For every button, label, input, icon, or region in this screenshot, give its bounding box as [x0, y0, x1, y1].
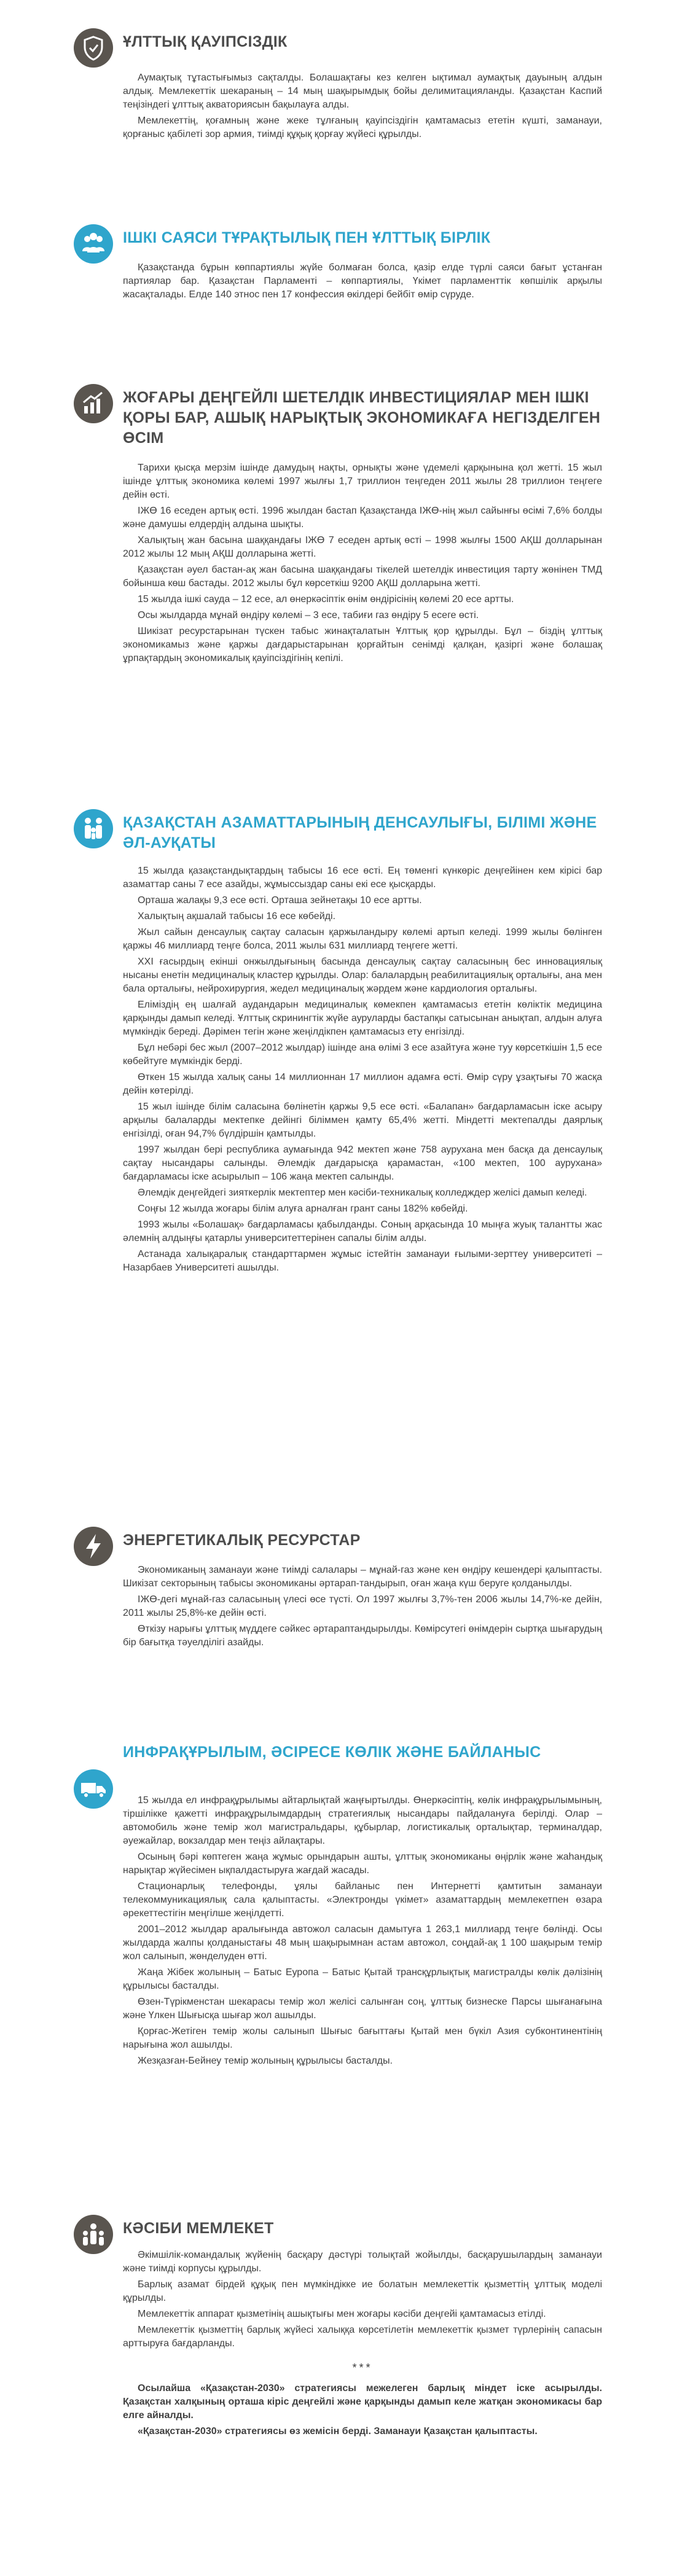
paragraph: 15 жылда ішкі сауда – 12 есе, ал өнеркәсіптік өнім өндірісінің көлемі 20 есе артты.: [138, 594, 514, 605]
paragraph: Жезқазған-Бейнеу темір жолының құрылысы басталды.: [138, 2056, 393, 2066]
paragraph: 15 жыл ішінде білім саласына бөлінетін қаржы 9,5 есе өсті. «Балапан» бағдарламасын іске асыру арқылы балаларды мектепке дейінгі біліммен қамту 65,4% жетті. Міндетті мектепалды даярлық енгізілді, оған 94,7% бүлдіршін қамтылды.: [123, 1102, 602, 1139]
paragraph: Еліміздің ең шалғай аудандарын медициналық көмекпен қамтамасыз ететін көліктік медицина қарқынды дамып келеді. Ұлттық скринингтік жүйе ауруларды бастапқы сатысынан анықтап, алдын алуға мүмкіндік береді. Дәрімен тегін және жеңілдікпен қамтамасыз ету енгізілді.: [123, 1000, 602, 1037]
paragraph: Қазақстанда бұрын көппартиялы жүйе болмаған болса, қазір елде түрлі саяси бағыт ұстанған партиялар бар. Қазақстан Парламенті – көппартиялы, Үкімет парламенттік көпшілік арқылы жасақталады. Елде 140 этнос пен 17 конфессия өкілдері бейбіт өмір сүруде.: [123, 262, 602, 300]
paragraph: Шикізат ресурстарынан түскен табыс жинақталатын Ұлттық қор құрылды. Бұл – біздің ұлттық экономикамыз және қаржы дағдарыстарынан қорғайтын сенімді қалқан, қазіргі және болашақ ұрпақтардың экономикалық қауіпсіздігінің кепілі.: [123, 626, 602, 664]
section-energy-resources: [0, 1527, 682, 1648]
separator: ***: [352, 2362, 373, 2374]
paragraph: Стационарлық телефонды, ұялы байланыс пен Интернетті қамтитын заманауи телекоммуникациялық сала қалыптасты. «Электронды үкімет» азаматтардың мемлекетпен өзара әрекеттестігін меңгілше жеңілдетті.: [123, 1881, 602, 1919]
paragraph: Қорғас-Жетіген темір жолы салынып Шығыс бағыттағы Қытай мен бүкіл Азия субконтинентінің нарығына жол ашылды.: [123, 2026, 602, 2050]
paragraph: 2001–2012 жылдар аралығында автожол саласын дамытуға 1 263,1 миллиард теңге бөлінді. Осы жылдарда жалпы қолданыстағы 48 мың шақырымнан астам автожол, соңдай-ақ 1 100 шақырым темір жол салынып, жөнделуден өтті.: [123, 1924, 602, 1962]
paragraph: Орташа жалақы 9,3 есе өсті. Орташа зейнетақы 10 есе артты.: [138, 895, 422, 906]
section-title: ҰЛТТЫҚ ҚАУІПСІЗДІК: [123, 33, 288, 50]
paragraph: Астанада халықаралық стандарттармен жұмыс істейтін заманауи ғылыми-зерттеу университеті – Назарбаев Университеті ашылды.: [123, 1249, 602, 1273]
paragraph: Өткізу нарығы ұлттық мүддеге сәйкес әртараптандырылды. Көмірсутегі өнімдерін сыртқа шығарудың бір бағытқа тәуелділігі азайды.: [123, 1624, 602, 1648]
paragraph: Тарихи қысқа мерзім ішінде дамудың нақты, орнықты және үдемелі қарқынына қол жеттi. 15 жыл ішінде ұлттық экономика көлемі 1997 жылғы 1,7 триллион теңгеден 2011 жылы 28 триллион теңгеге дейін өсті.: [123, 463, 602, 500]
paragraph: Осы жылдарда мұнай өндіру көлемі – 3 есе, табиғи газ өндіру 5 есеге өсті.: [138, 610, 479, 621]
paragraph: Барлық азамат бірдей құқық пен мүмкіндікке ие болатын мемлекеттік қызметтің ұлттық моделі құрылды.: [123, 2279, 602, 2303]
section-title: ЖОҒАРЫ ДЕҢГЕЙЛІ ШЕТЕЛДІК ИНВЕСТИЦИЯЛАР МЕН ІШКІ ҚОРЫ БАР, АШЫҚ НАРЫҚТЫҚ ЭКОНОМИКАҒА НЕГІЗДЕЛГЕН ӨСІМ: [123, 389, 601, 447]
paragraph: ХХІ ғасырдың екінші онжылдығының басында денсаулық сақтау саласының бес инновациялық нысаны енетін медициналық кластер құрылды. Олар: балалардың реабилитациялық орталығы, ана мен бала орталығы, нейрохирургия, жедел медициналық жәрдем және кардиология орталығы.: [123, 957, 602, 994]
paragraph: Бұл небәрі бес жыл (2007–2012 жылдар) ішінде ана өлімі 3 есе азайтуға және туу көрсеткішін 1,5 есе көбейтуге мүмкіндік берді.: [123, 1043, 602, 1067]
paragraph: 15 жылда қазақстандықтардың табысы 16 есе өсті. Ең төменгі күнкөріс деңгейінен кем кірісі бар азаматтар саны 7 есе азайды, жұмыссыздар саны екі есе қысқарды.: [123, 866, 602, 890]
paragraph: ІЖӨ 16 еседен артық өсті. 1996 жылдан бастап Қазақстанда ІЖӨ-нің жыл сайынғы өсімі 7,6% болды және дамушы елдердің алдына шықты.: [123, 506, 602, 530]
paragraph: Өзен-Түрікменстан шекарасы темір жол желісі салынған соң, ұлттық бизнеске Парсы шығанағына және Үлкен Шығысқа шығар жол ашылды.: [123, 1997, 602, 2021]
people-icon: [74, 224, 113, 264]
paragraph: Қазақстан әуел бастан-ақ жан басына шаққандағы тікелей шетелдік инвестиция тарту жөнінен ТМД бойынша көш бастады. 2012 жылы бұл көрсеткіш 9200 АҚШ долларына жетті.: [123, 565, 602, 589]
paragraph: Жаңа Жібек жолының – Батыс Еуропа – Батыс Қытай трансқұрлықтық магистралды көлік дәлізінің құрылысы басталды.: [123, 1967, 602, 1991]
truck-icon: [74, 1769, 113, 1809]
section-health-education-welfare: [0, 809, 682, 1273]
section-national-security: [0, 28, 682, 139]
paragraph: 1993 жылы «Болашақ» бағдарламасы қабылданды. Соның арқасында 10 мыңға жуық талантты жас әлемнің алдыңғы қатарлы университеттерінен сапалы білім алды.: [123, 1219, 602, 1243]
paragraph: 15 жылда ел инфрақұрылымы айтарлықтай жаңғыртылды. Өнеркәсіптің, көлік инфрақұрылымының, тіршілікке қажетті инфрақұрылымдардың стратегиялық нысандары пайдалануға берілді. Олар – автомобиль және темір жол магистральдары, құбырлар, логистикалық орталықтар, терминалдар, әуежайлар, вокзалдар мен теңіз айлақтары.: [123, 1795, 602, 1846]
paragraph: Экономиканың заманауи және тиімді салалары – мұнай-газ және кен өндіру кешендері қалыптасты. Шикізат секторының табысы экономиканы әртарап-тандырып, оған жаңа күш беруге қолданылды.: [123, 1565, 602, 1589]
section-internal-stability: [0, 224, 682, 300]
lightning-icon: [74, 1527, 113, 1566]
paragraph: Әкімшілік-командалық жүйенің басқару дәстүрі толықтай жойылды, басқарушылардың заманауи және тиімді корпусы құрылды.: [123, 2250, 602, 2274]
paragraph: Әлемдік деңгейдегі зияткерлік мектептер мен кәсіби-техникалық колледждер желісі дамып келеді.: [138, 1188, 587, 1198]
paragraph: Халықтың жан басына шаққандағы ІЖӨ 7 еседен артық өсті – 1998 жылғы 1500 АҚШ долларынан 2012 жылы 12 мың АҚШ долларына жетті.: [123, 535, 602, 559]
section-infrastructure: [0, 1739, 682, 2066]
paragraph: Өткен 15 жылда халық саны 14 миллионнан 17 миллион адамға өсті. Өмір сүру ұзақтығы 70 жасқа дейін көтерілді.: [123, 1072, 602, 1096]
section-professional-state: [0, 2215, 682, 2437]
paragraph: Аумақтық тұтастығымыз сақталды. Болашақтағы кез келген ықтимал аумақтық дауының алдын алдық. Мемлекеттік шекараның – 14 мың шақырымдық бойы делимитацияланды. Қазақстан Каспий теңізіндегі ұлттық акваториясын бақылауға алды.: [123, 72, 602, 110]
closing-paragraph: «Қазақстан-2030» стратегиясы өз жемісін берді. Заманауи Қазақстан қалыптасты.: [138, 2426, 538, 2437]
paragraph: Халықтың ақшалай табысы 16 есе көбейді.: [138, 911, 335, 922]
growth-chart-icon: [74, 384, 113, 423]
section-title: ИНФРАҚҰРЫЛЫМ, ӘСІРЕСЕ КӨЛІК ЖӘНЕ БАЙЛАНЫС: [123, 1744, 541, 1761]
paragraph: 1997 жылдан бері республика аумағында 942 мектеп және 758 аурухана мен басқа да денсаулық сақтау нысандары салынды. Әлемдік дағдарысқа қарамастан, «100 мектеп, 100 аурухана» бағдарламасы іске асырылып – 106 жаңа мектеп салынды.: [123, 1145, 602, 1182]
paragraph: Жыл сайын денсаулық сақтау саласын қаржыландыру көлемі артып келеді. 1999 жылы бөлінген қаржы 46 миллиард теңге болса, 2011 жылы 631 миллиард теңгеге жетті.: [123, 927, 602, 951]
paragraph: ІЖӨ-дегі мұнай-газ саласының үлесі өсе түсті. Ол 1997 жылғы 3,7%-тен 2006 жылы 14,7%-ке дейін, 2011 жылы 25,8%-ке дейін өсті.: [123, 1594, 602, 1618]
paragraph: Мемлекеттік қызметтің барлық жүйесі халыққа көрсетілетін мемлекеттік қызмет түрлерінің сапасын арттыруға бағдарланды.: [123, 2325, 602, 2349]
paragraph: Мемлекеттің, қоғамның және жеке тұлғаның қауіпсіздігін қамтамасыз ететін күшті, заманауи, қорғаныс қабілеті зор армия, тиімді құқық қорғау жүйесі құрылды.: [123, 115, 602, 139]
paragraph: Мемлекеттік аппарат қызметінің ашықтығы мен жоғары кәсіби деңгейі қамтамасыз етілді.: [138, 2309, 546, 2319]
section-title: ЭНЕРГЕТИКАЛЫҚ РЕСУРСТАР: [123, 1532, 361, 1549]
team-icon: [74, 2215, 113, 2254]
closing-paragraph: Осылайша «Қазақстан-2030» стратегиясы межелеген барлық міндет іске асырылды. Қазақстан халқының орташа кіріс деңгейлі және қарқынды дамып келе жатқан экономикасы бар елге айналды.: [123, 2383, 602, 2421]
section-title: ҚАЗАҚСТАН АЗАМАТТАРЫНЫҢ ДЕНСАУЛЫҒЫ, БІЛІМІ ЖӘНЕ ӘЛ-АУҚАТЫ: [123, 814, 597, 851]
paragraph: Соңғы 12 жылда жоғары білім алуға арналған грант саны 182% көбейді.: [138, 1204, 468, 1214]
shield-icon: [74, 28, 113, 68]
section-economic-growth: [0, 384, 682, 664]
paragraph: Осының бәрі көптеген жаңа жұмыс орындарын ашты, ұлттық экономиканы өңірлік және жаһандық нарықтар жүйесімен ықпалдастыруға жағдай жасады.: [123, 1852, 602, 1876]
family-icon: [74, 809, 113, 848]
section-title: КӘСІБИ МЕМЛЕКЕТ: [123, 2220, 274, 2237]
section-title: ІШКІ САЯСИ ТҰРАҚТЫЛЫҚ ПЕН ҰЛТТЫҚ БІРЛІК: [123, 229, 491, 246]
